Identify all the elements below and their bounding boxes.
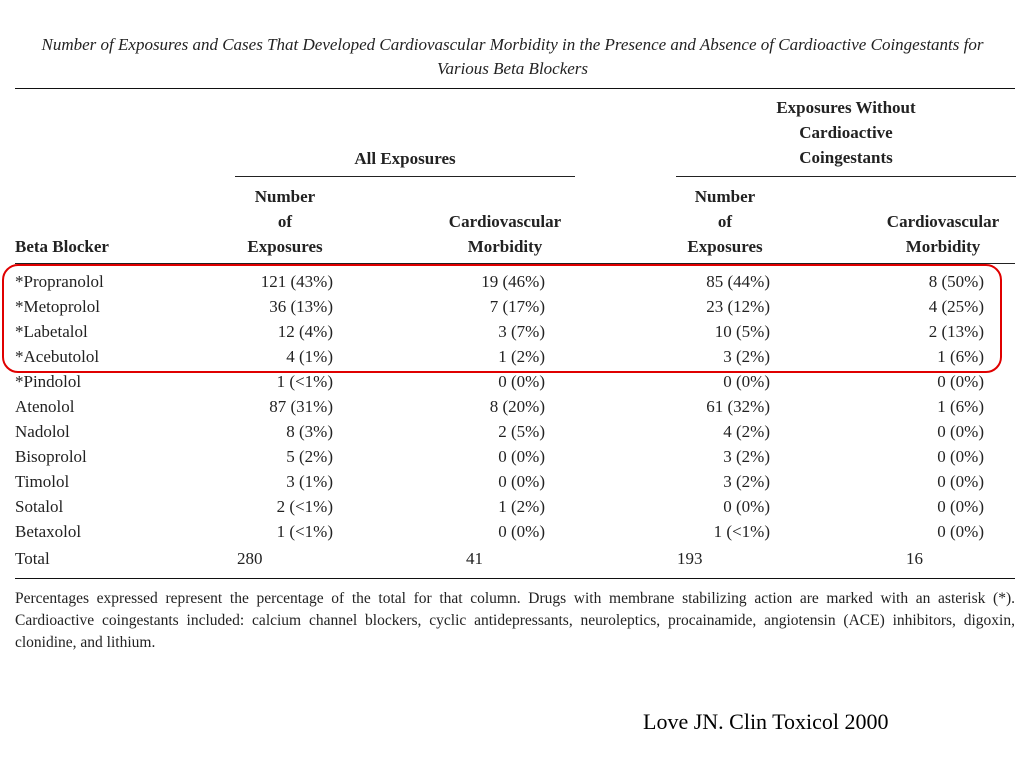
row-drug: *Pindolol	[15, 372, 82, 391]
top-rule	[15, 88, 1015, 89]
row-wo-cv: 0 (0%)	[937, 422, 984, 441]
wo-cv-header-line1: Cardiovascular	[886, 212, 1000, 231]
total-all-number: 280	[237, 549, 263, 568]
row-all-cv: 3 (7%)	[498, 322, 545, 341]
row-wo-number: 3 (2%)	[723, 347, 770, 366]
row-all-number: 4 (1%)	[286, 347, 333, 366]
row-all-number: 36 (13%)	[269, 297, 333, 316]
row-all-cv: 0 (0%)	[498, 372, 545, 391]
all-cv-header-line1: Cardiovascular	[448, 212, 562, 231]
citation: Love JN. Clin Toxicol 2000	[643, 709, 889, 734]
row-wo-cv: 1 (6%)	[937, 347, 984, 366]
row-all-number: 2 (<1%)	[276, 497, 333, 516]
row-wo-cv: 8 (50%)	[928, 272, 984, 291]
row-drug: *Acebutolol	[15, 347, 100, 366]
row-wo-number: 3 (2%)	[723, 447, 770, 466]
row-wo-cv: 1 (6%)	[937, 397, 984, 416]
beta-blocker-header: Beta Blocker	[15, 237, 109, 256]
all-number-header-line2: of	[277, 212, 293, 231]
table-bottom-rule	[15, 578, 1015, 579]
row-all-number: 1 (<1%)	[276, 522, 333, 541]
row-drug: Timolol	[15, 472, 70, 491]
without-header-line2: Cardioactive	[799, 123, 893, 142]
all-number-header-line3: Exposures	[247, 237, 323, 256]
row-wo-number: 3 (2%)	[723, 472, 770, 491]
table-footnote: Percentages expressed represent the percentage of the total for that column. Drugs with membrane stabilizing action are marked with an asterisk (*). Cardioactive coingestants included: calcium channel blockers, cyclic antidepressants, neuroleptics, procainamide, angiotensin (ACE) inhibitors, digoxin, clonidine, and lithium.	[15, 590, 1015, 651]
row-all-number: 12 (4%)	[277, 322, 333, 341]
row-drug: Bisoprolol	[15, 447, 87, 466]
all-number-header-line1: Number	[254, 187, 316, 206]
row-all-cv: 7 (17%)	[489, 297, 545, 316]
row-all-number: 121 (43%)	[260, 272, 333, 291]
row-all-cv: 19 (46%)	[481, 272, 545, 291]
row-all-cv: 0 (0%)	[498, 447, 545, 466]
row-wo-number: 61 (32%)	[706, 397, 770, 416]
without-header-line1: Exposures Without	[776, 98, 916, 117]
row-drug: *Propranolol	[15, 272, 104, 291]
total-all-cv: 41	[466, 549, 483, 568]
row-wo-number: 85 (44%)	[706, 272, 770, 291]
without-header-line3: Coingestants	[799, 148, 893, 167]
total-wo-number: 193	[677, 549, 703, 568]
row-wo-number: 0 (0%)	[723, 497, 770, 516]
wo-number-header-line3: Exposures	[687, 237, 763, 256]
row-wo-cv: 0 (0%)	[937, 522, 984, 541]
row-drug: *Metoprolol	[15, 297, 100, 316]
row-wo-number: 10 (5%)	[714, 322, 770, 341]
row-wo-number: 0 (0%)	[723, 372, 770, 391]
row-all-cv: 1 (2%)	[498, 497, 545, 516]
row-wo-cv: 0 (0%)	[937, 372, 984, 391]
row-all-number: 3 (1%)	[286, 472, 333, 491]
row-all-number: 8 (3%)	[286, 422, 333, 441]
row-wo-number: 23 (12%)	[706, 297, 770, 316]
row-all-cv: 0 (0%)	[498, 472, 545, 491]
row-wo-cv: 0 (0%)	[937, 472, 984, 491]
row-drug: Nadolol	[15, 422, 70, 441]
row-drug: *Labetalol	[15, 322, 88, 341]
row-wo-cv: 0 (0%)	[937, 447, 984, 466]
row-wo-cv: 2 (13%)	[928, 322, 984, 341]
row-wo-cv: 4 (25%)	[928, 297, 984, 316]
row-all-number: 1 (<1%)	[276, 372, 333, 391]
row-wo-number: 1 (<1%)	[713, 522, 770, 541]
row-wo-cv: 0 (0%)	[937, 497, 984, 516]
row-drug: Atenolol	[15, 397, 75, 416]
highlight-box	[2, 264, 1002, 373]
wo-number-header-line2: of	[717, 212, 733, 231]
row-all-number: 87 (31%)	[269, 397, 333, 416]
row-all-cv: 1 (2%)	[498, 347, 545, 366]
row-wo-number: 4 (2%)	[723, 422, 770, 441]
wo-cv-header-line2: Morbidity	[905, 237, 981, 256]
row-all-cv: 2 (5%)	[498, 422, 545, 441]
all-exposures-rule	[235, 176, 575, 177]
row-all-cv: 0 (0%)	[498, 522, 545, 541]
row-drug: Sotalol	[15, 497, 64, 516]
all-cv-header-line2: Morbidity	[467, 237, 543, 256]
wo-number-header-line1: Number	[694, 187, 756, 206]
all-exposures-header: All Exposures	[354, 149, 456, 168]
total-wo-cv: 16	[906, 549, 923, 568]
row-all-number: 5 (2%)	[286, 447, 333, 466]
without-rule	[676, 176, 1016, 177]
row-all-cv: 8 (20%)	[489, 397, 545, 416]
row-drug: Betaxolol	[15, 522, 82, 541]
total-label: Total	[15, 549, 50, 568]
table-caption: Number of Exposures and Cases That Developed Cardiovascular Morbidity in the Presence and Absence of Cardioactive Coingestants for Various Beta Blockers	[41, 35, 984, 78]
